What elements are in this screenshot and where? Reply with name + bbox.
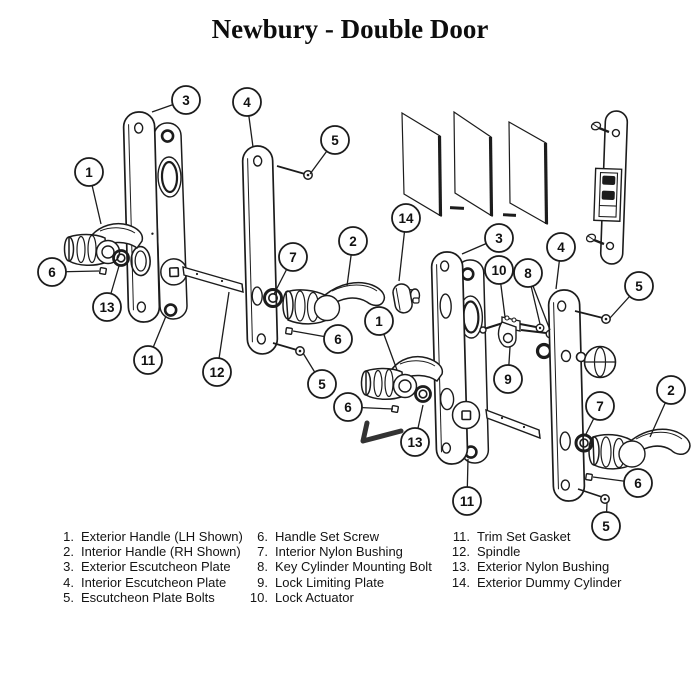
svg-text:2: 2 <box>667 383 675 398</box>
legend-item: 3. Exterior Escutcheon Plate <box>63 559 231 575</box>
svg-text:8: 8 <box>524 266 532 281</box>
svg-text:5: 5 <box>602 519 610 534</box>
interior-escutcheon-plate-left <box>242 146 277 355</box>
lock-actuator-group <box>480 316 554 358</box>
callout-7-right <box>586 392 614 434</box>
legend-item: 14. Exterior Dummy Cylinder <box>451 574 622 590</box>
svg-text:10: 10 <box>491 263 507 278</box>
page-title: Newbury - Double Door <box>211 14 489 44</box>
panel-mark-1 <box>450 206 464 210</box>
handle-set-screw-left <box>100 268 107 275</box>
glass-panel-2 <box>454 112 492 216</box>
legend-column-1 <box>58 529 243 605</box>
callout-12-left <box>203 292 231 386</box>
callout-9 <box>494 347 522 393</box>
interior-escutcheon-plate-right <box>548 290 585 502</box>
escutcheon-plate-bolt-left-bottom <box>273 343 304 355</box>
legend-item: 11. Trim Set Gasket <box>452 529 571 544</box>
cylinder-washer <box>538 345 551 358</box>
callout-5-left-top <box>310 126 349 174</box>
svg-text:6: 6 <box>344 400 352 415</box>
svg-text:13: 13 <box>407 435 423 450</box>
callout-3-left <box>152 86 200 114</box>
legend-item: 5. Escutcheon Plate Bolts <box>63 589 215 605</box>
legend-item: 13. Exterior Nylon Bushing <box>451 559 610 575</box>
callout-7-left <box>274 243 307 294</box>
svg-text:3: 3 <box>182 93 190 108</box>
svg-text:13: 13 <box>99 300 115 315</box>
svg-text:5: 5 <box>318 377 326 392</box>
handle-set-screw-right-interior <box>586 474 593 481</box>
gasket-spindle-boss-right <box>453 402 480 429</box>
callout-14 <box>392 204 420 281</box>
exterior-escutcheon-plate-right <box>431 252 468 465</box>
callout-10 <box>485 256 513 317</box>
callout-4-right <box>547 233 575 289</box>
svg-text:11: 11 <box>459 494 475 509</box>
svg-text:4: 4 <box>557 240 565 255</box>
svg-text:9: 9 <box>504 372 512 387</box>
lock-limiting-plate <box>498 322 516 347</box>
callout-1-right <box>365 307 397 370</box>
callout-13-left <box>93 266 121 321</box>
svg-text:7: 7 <box>596 399 604 414</box>
svg-text:6: 6 <box>48 265 56 280</box>
legend-item: 4. Interior Escutcheon Plate <box>63 574 227 590</box>
svg-text:5: 5 <box>635 279 643 294</box>
svg-text:14: 14 <box>398 211 414 226</box>
escutcheon-plate-bolt-left-top <box>277 166 312 179</box>
svg-text:11: 11 <box>140 353 156 368</box>
svg-text:12: 12 <box>209 365 225 380</box>
thumbturn-knob <box>577 347 616 378</box>
legend-column-2 <box>246 529 432 605</box>
svg-text:1: 1 <box>85 165 93 180</box>
legend-column-3 <box>446 529 621 590</box>
callout-2-right <box>650 376 685 437</box>
exterior-dummy-cylinder <box>392 283 420 315</box>
svg-text:6: 6 <box>334 332 342 347</box>
svg-text:2: 2 <box>349 234 357 249</box>
handle-set-screw-left-interior <box>286 328 293 335</box>
spindle-right <box>486 410 540 438</box>
callout-13-right <box>401 405 429 456</box>
legend-item: 8. Key Cylinder Mounting Bolt <box>257 559 432 575</box>
legend-item: 2. Interior Handle (RH Shown) <box>63 544 241 560</box>
callout-8 <box>514 259 550 330</box>
svg-text:3: 3 <box>495 231 503 246</box>
interior-handle-right <box>589 429 690 469</box>
exterior-escutcheon-plate-left <box>123 112 159 323</box>
escutcheon-plate-bolt-right-bottom <box>578 489 609 503</box>
glass-panel-3 <box>509 122 547 224</box>
exterior-nylon-bushing-right <box>416 387 431 402</box>
svg-text:4: 4 <box>243 95 251 110</box>
legend-item: 1. Exterior Handle (LH Shown) <box>63 529 243 544</box>
spindle-left <box>183 267 243 292</box>
callout-4-left <box>233 88 261 147</box>
legend-item: 6. Handle Set Screw <box>257 529 380 544</box>
panel-mark-2 <box>503 213 516 217</box>
hex-key <box>363 423 401 441</box>
glass-panel-1 <box>402 113 441 216</box>
svg-text:5: 5 <box>331 133 339 148</box>
callout-11-right <box>453 459 481 515</box>
callout-3-right <box>462 224 513 254</box>
callout-11-left <box>134 316 166 374</box>
key-cylinder-mounting-bolt-1 <box>520 324 536 327</box>
callout-6-right-interior <box>593 469 652 497</box>
svg-text:6: 6 <box>634 476 642 491</box>
legend-item: 10. Lock Actuator <box>249 589 354 605</box>
legend-item: 7. Interior Nylon Bushing <box>257 544 403 560</box>
callout-5-right-top <box>610 272 653 318</box>
callout-2-left <box>339 227 367 286</box>
svg-text:1: 1 <box>375 314 383 329</box>
legend-item: 12. Spindle <box>451 544 521 560</box>
callout-1-left <box>75 158 103 224</box>
legend-item: 9. Lock Limiting Plate <box>257 574 385 590</box>
callout-5-left-bottom <box>303 353 336 398</box>
svg-text:7: 7 <box>289 250 297 265</box>
